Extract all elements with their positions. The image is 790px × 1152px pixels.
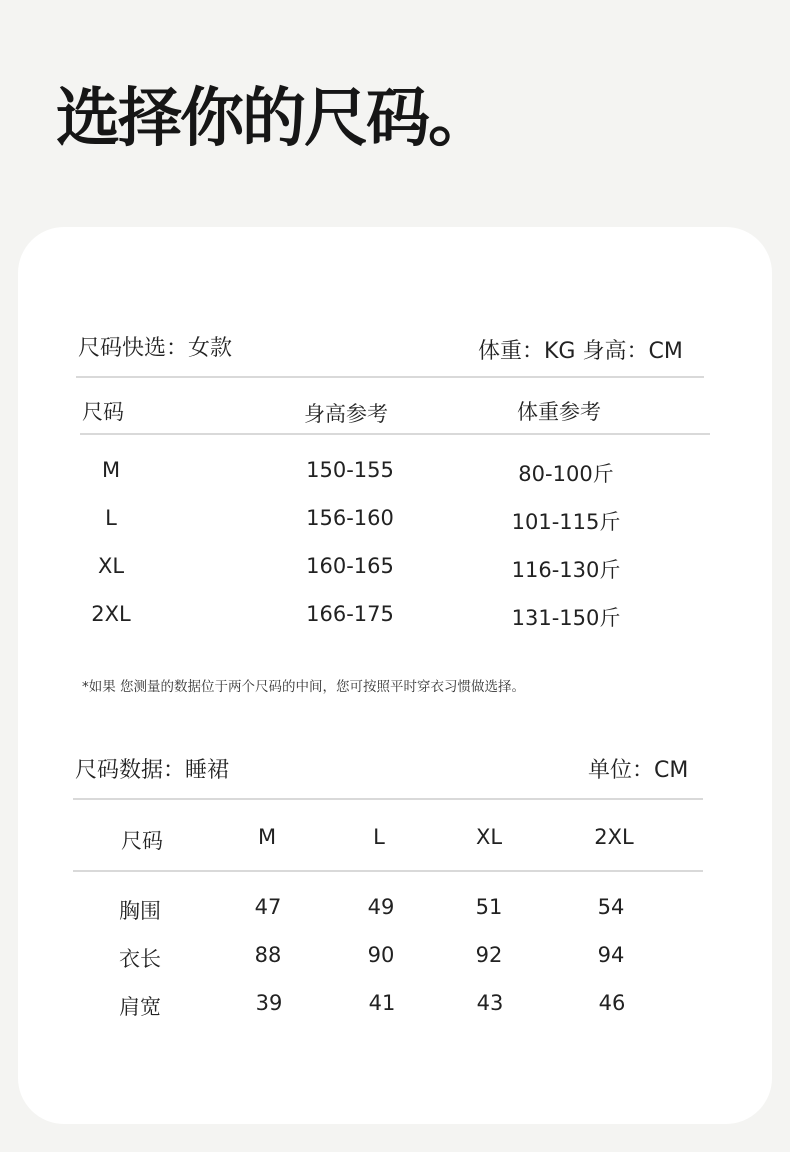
measure-cell: 51: [475, 895, 503, 919]
measure-header-l: L: [373, 825, 385, 849]
quick-height-cell: 150-155: [306, 458, 394, 482]
measure-cell: 43: [476, 991, 504, 1015]
measure-cell: 49: [367, 895, 395, 919]
measure-row-label: 胸围: [119, 899, 161, 923]
quick-weight-cell: 101-115斤: [511, 510, 621, 534]
quick-weight-cell: 131-150斤: [511, 606, 621, 630]
measure-label: 尺码数据：睡裙: [75, 758, 230, 783]
quick-height-cell: 156-160: [306, 506, 394, 530]
quick-weight-cell: 80-100斤: [518, 462, 614, 486]
header-weight: 体重参考: [517, 400, 601, 424]
quick-size-cell: XL: [97, 554, 125, 578]
measure-cell: 54: [597, 895, 625, 919]
measure-cell: 47: [254, 895, 282, 919]
measure-cell: 88: [254, 943, 282, 967]
measure-cell: 90: [367, 943, 395, 967]
header-size: 尺码: [82, 400, 124, 424]
measure-header-xl: XL: [475, 825, 503, 849]
measure-cell: 46: [598, 991, 626, 1015]
quick-size-units: 体重：KG 身高：CM: [478, 339, 683, 364]
quick-size-cell: M: [101, 458, 121, 482]
divider: [76, 376, 704, 378]
quick-size-cell: 2XL: [91, 602, 131, 626]
size-note: *如果 您测量的数据位于两个尺码的中间，您可按照平时穿衣习惯做选择。: [82, 679, 526, 695]
measure-header-m: M: [257, 825, 277, 849]
quick-size-cell: L: [105, 506, 117, 530]
measure-row-label: 衣长: [119, 947, 161, 971]
divider: [80, 433, 710, 435]
header-height: 身高参考: [304, 402, 388, 426]
measure-cell: 92: [475, 943, 503, 967]
measure-header-size: 尺码: [121, 829, 163, 853]
measure-cell: 39: [255, 991, 283, 1015]
quick-height-cell: 166-175: [306, 602, 394, 626]
measure-cell: 41: [368, 991, 396, 1015]
page-title: 选择你的尺码。: [56, 82, 490, 156]
quick-height-cell: 160-165: [306, 554, 394, 578]
measure-header-2xl: 2XL: [594, 825, 634, 849]
divider: [73, 798, 703, 800]
measure-units: 单位：CM: [588, 758, 689, 783]
divider: [73, 870, 703, 872]
size-chart-card: [18, 227, 772, 1124]
measure-cell: 94: [597, 943, 625, 967]
quick-weight-cell: 116-130斤: [511, 558, 621, 582]
quick-size-label: 尺码快选：女款: [78, 336, 233, 361]
measure-row-label: 肩宽: [119, 995, 161, 1019]
